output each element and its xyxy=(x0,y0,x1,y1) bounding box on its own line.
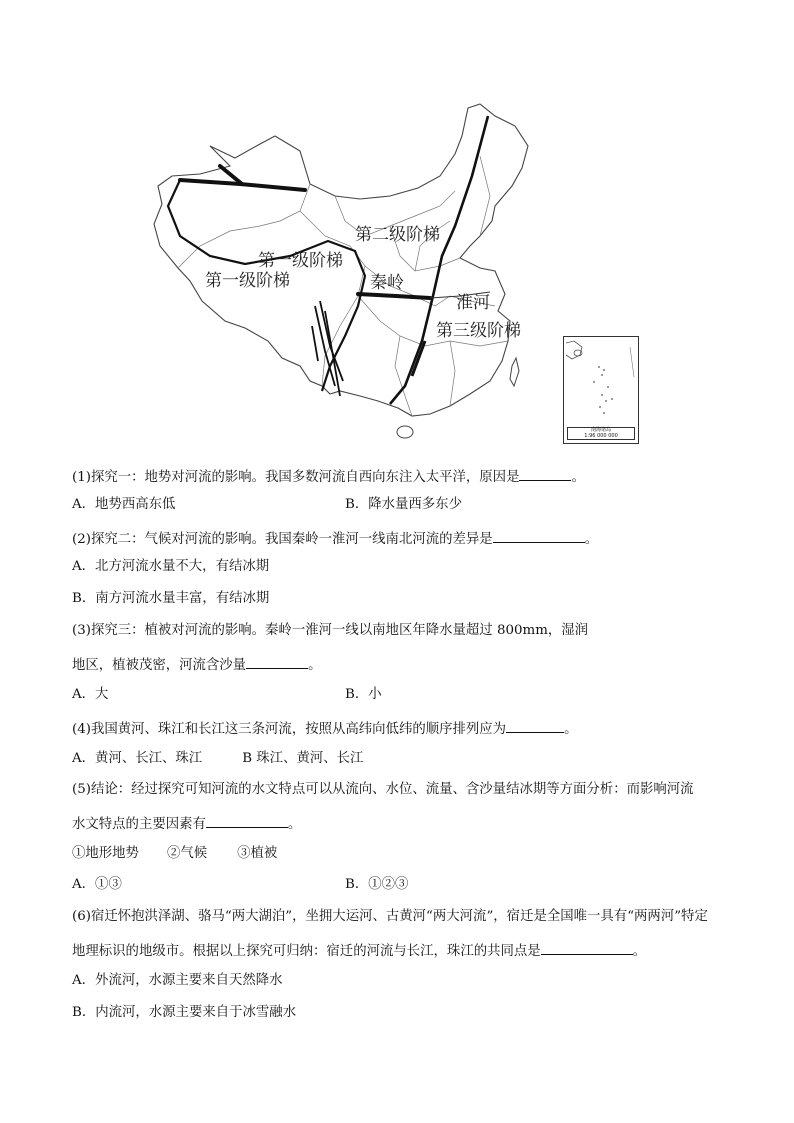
q6-option-a[interactable]: A．外流河，水源主要来自天然降水 xyxy=(72,973,283,988)
q3-option-b[interactable]: B．小 xyxy=(345,687,382,702)
q5-option-b[interactable]: B．①②③ xyxy=(345,877,409,892)
china-terrain-steps-map xyxy=(150,96,640,446)
q5-option-a[interactable]: A．①③ xyxy=(72,877,122,892)
q3-stem-line1: (3)探究三：植被对河流的影响。秦岭一淮河一线以南地区年降水量超过 800mm，湿润 xyxy=(72,623,589,638)
q4-option-a[interactable]: A．黄河、长江、珠江 xyxy=(72,751,203,766)
south-china-sea-inset xyxy=(563,336,639,444)
q5-stem-line2: 水文特点的主要因素有 。 xyxy=(72,813,301,834)
inset-caption: 南海诸岛 1:96 000 000 xyxy=(567,427,635,440)
q4-stem: (4)我国黄河、珠江和长江这三条河流，按照从高纬向低纬的顺序排列应为 。 xyxy=(72,718,577,739)
label-second-step: 第二级阶梯 xyxy=(355,225,440,245)
q6-stem-line1: (6)宿迁怀抱洪泽湖、骆马“两大湖泊”，坐拥大运河、古黄河“两大河流”，宿迁是全国唯一具有“两两河”特定 xyxy=(72,909,708,924)
q3-blank[interactable] xyxy=(246,654,308,669)
q3-option-a[interactable]: A．大 xyxy=(72,687,109,702)
q1-blank[interactable] xyxy=(519,466,571,481)
q2-option-b[interactable]: B．南方河流水量丰富，有结冰期 xyxy=(72,591,270,606)
inset-islands xyxy=(564,337,638,427)
q5-item-3: ③植被 xyxy=(237,846,278,861)
label-third-step: 第三级阶梯 xyxy=(436,321,521,341)
q3-stem-line2: 地区，植被茂密，河流含沙量 。 xyxy=(72,654,321,675)
q2-stem: (2)探究二：气候对河流的影响。我国秦岭一淮河一线南北河流的差异是 。 xyxy=(72,528,598,549)
q2-option-a[interactable]: A．北方河流水量不大，有结冰期 xyxy=(72,559,270,574)
q1-option-b[interactable]: B．降水量西多东少 xyxy=(345,497,462,512)
q4-blank[interactable] xyxy=(506,718,564,733)
q2-blank[interactable] xyxy=(493,528,585,543)
label-qinling: 秦岭 xyxy=(370,273,404,293)
q5-item-1: ①地形地势 xyxy=(72,846,139,861)
q6-blank[interactable] xyxy=(541,940,633,955)
label-huaihe: 淮河 xyxy=(456,293,490,313)
q5-blank[interactable] xyxy=(206,813,288,828)
q5-stem-line1: (5)结论：经过探究可知河流的水文特点可以从流向、水位、流量、含沙量结冰期等方面分析：而影响河流 xyxy=(72,782,694,797)
q5-items xyxy=(72,845,277,863)
label-first-step-upper: 第一级阶梯 xyxy=(258,251,343,271)
q1-option-a[interactable]: A．地势西高东低 xyxy=(72,497,176,512)
q6-stem-line2: 地理标识的地级市。根据以上探究可归纳：宿迁的河流与长江，珠江的共同点是 。 xyxy=(72,940,646,961)
label-first-step-lower: 第一级阶梯 xyxy=(205,271,290,291)
q5-item-2: ②气候 xyxy=(166,846,208,861)
q6-option-b[interactable]: B．内流河，水源主要来自于冰雪融水 xyxy=(72,1005,297,1020)
q1-stem: (1)探究一：地势对河流的影响。我国多数河流自西向东注入太平洋，原因是 。 xyxy=(72,466,585,487)
q4-option-b[interactable]: B 珠江、黄河、长江 xyxy=(242,751,364,766)
q4-options xyxy=(72,750,363,768)
